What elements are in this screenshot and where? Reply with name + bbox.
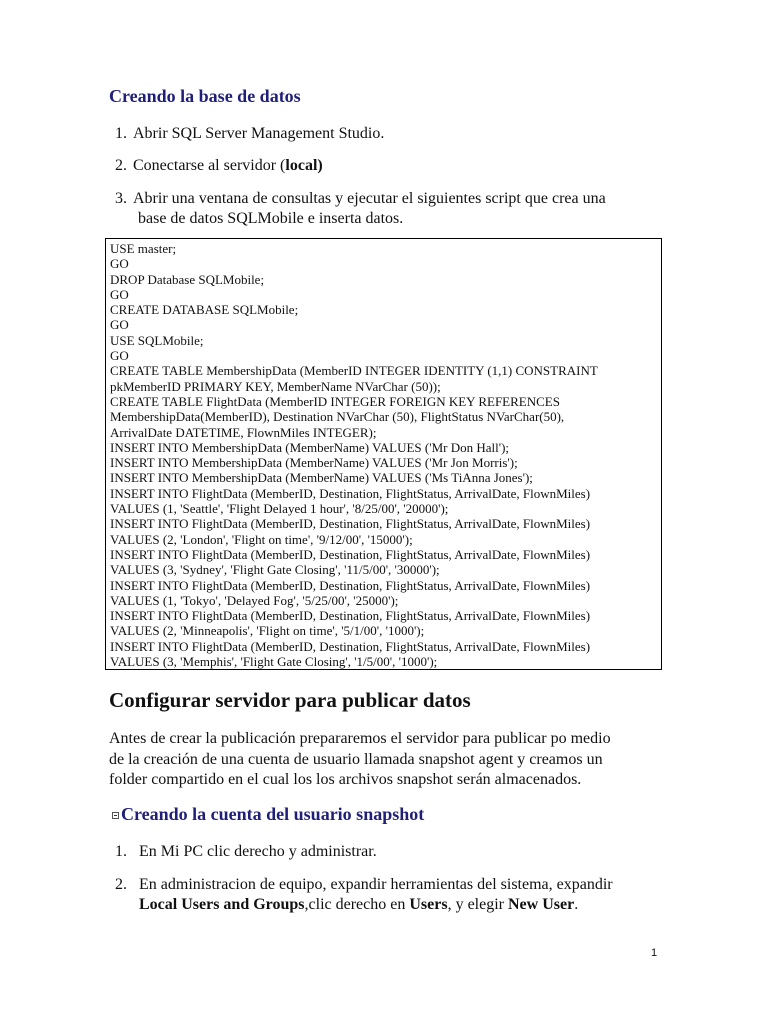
step-text-line1: Abrir una ventana de consultas y ejecutar el siguientes script que crea una — [133, 190, 606, 207]
step-3 — [115, 189, 606, 229]
paragraph-line: de la creación de una cuenta de usuario llamada snapshot agent y creamos un — [109, 750, 603, 768]
code-line: VALUES (1, 'Seattle', 'Flight Delayed 1 hour', '8/25/00', '20000'); — [110, 501, 449, 517]
code-line: GO — [110, 317, 129, 333]
code-line: GO — [110, 286, 129, 302]
step-bold-text: local) — [285, 157, 323, 174]
snapshot-step-1 — [115, 842, 377, 862]
section-heading-configurar: Configurar servidor para publicar datos — [109, 688, 471, 712]
intro-paragraph — [109, 729, 669, 791]
code-line: DROP Database SQLMobile; — [110, 271, 265, 287]
step-text: Abrir SQL Server Management Studio. — [133, 125, 385, 142]
code-line: VALUES (3, 'Sydney', 'Flight Gate Closing', '11/5/00', '30000'); — [110, 562, 440, 578]
code-line: GO — [110, 256, 129, 272]
code-line: pkMemberID PRIMARY KEY, MemberName NVarChar (50)); — [110, 378, 441, 394]
code-line: INSERT INTO MembershipData (MemberName) VALUES ('Ms TiAnna Jones'); — [110, 470, 533, 486]
snapshot-step-2 — [115, 875, 613, 915]
step-number: 2. — [115, 876, 127, 893]
step-text-part: , y elegir — [447, 896, 508, 913]
step-text: Conectarse al servidor ( — [133, 157, 286, 174]
code-line: ArrivalDate DATETIME, FlownMiles INTEGER); — [110, 424, 377, 440]
code-line: CREATE DATABASE SQLMobile; — [110, 302, 299, 318]
code-line: INSERT INTO FlightData (MemberID, Destination, FlightStatus, ArrivalDate, FlownMiles) — [110, 638, 591, 654]
section-heading-cuenta-snapshot — [112, 804, 424, 825]
bold-new-user: New User — [507, 896, 575, 913]
step-1 — [115, 124, 384, 144]
step-number: 1. — [115, 843, 127, 860]
code-line: MembershipData(MemberID), Destination NVarChar (50), FlightStatus NVarChar(50), — [110, 409, 565, 425]
sql-script-box — [105, 238, 662, 670]
code-line: CREATE TABLE FlightData (MemberID INTEGER FOREIGN KEY REFERENCES — [110, 393, 560, 409]
paragraph-line: folder compartido en el cual los los archivos snapshot serán almacenados. — [109, 771, 582, 788]
code-line: INSERT INTO FlightData (MemberID, Destination, FlightStatus, ArrivalDate, FlownMiles) — [110, 546, 591, 562]
paragraph-line: Antes de crear la publicación prepararemos el servidor para publicar po medio — [109, 730, 611, 747]
page-number: 1 — [651, 947, 658, 959]
section-heading-text: Creando la cuenta del usuario snapshot — [121, 804, 425, 824]
code-line: USE SQLMobile; — [110, 332, 204, 348]
step-text-line2 — [115, 895, 613, 915]
step-number: 3. — [115, 190, 127, 207]
code-line: VALUES (2, 'Minneapolis', 'Flight on time', '5/1/00', '1000'); — [110, 623, 425, 639]
bold-users: Users — [409, 896, 448, 913]
code-line: VALUES (3, 'Memphis', 'Flight Gate Closing', '1/5/00', '1000'); — [110, 654, 438, 670]
code-line: INSERT INTO FlightData (MemberID, Destination, FlightStatus, ArrivalDate, FlownMiles) — [110, 485, 591, 501]
section-heading-creando-base: Creando la base de datos — [109, 86, 301, 106]
code-line: INSERT INTO FlightData (MemberID, Destination, FlightStatus, ArrivalDate, FlownMiles) — [110, 577, 591, 593]
code-line: INSERT INTO FlightData (MemberID, Destination, FlightStatus, ArrivalDate, FlownMiles) — [110, 516, 591, 532]
step-text-part: . — [574, 896, 579, 913]
step-text-part: ,clic derecho en — [304, 896, 410, 913]
code-line: USE master; — [110, 241, 177, 256]
step-number: 2. — [115, 157, 127, 174]
collapse-icon[interactable] — [112, 812, 119, 819]
code-line: VALUES (2, 'London', 'Flight on time', '9/12/00', '15000'); — [110, 531, 413, 547]
step-2 — [115, 156, 323, 176]
code-line: INSERT INTO FlightData (MemberID, Destination, FlightStatus, ArrivalDate, FlownMiles) — [110, 608, 591, 624]
step-text-line2: base de datos SQLMobile e inserta datos. — [138, 210, 404, 227]
code-line: INSERT INTO MembershipData (MemberName) VALUES ('Mr Jon Morris'); — [110, 455, 518, 471]
code-line: INSERT INTO MembershipData (MemberName) VALUES ('Mr Don Hall'); — [110, 439, 510, 455]
step-text-line1: En administracion de equipo, expandir herramientas del sistema, expandir — [139, 876, 613, 893]
bold-local-users: Local Users and Groups — [139, 896, 305, 913]
step-text: En Mi PC clic derecho y administrar. — [139, 843, 377, 860]
code-line: GO — [110, 348, 129, 364]
code-line: CREATE TABLE MembershipData (MemberID INTEGER IDENTITY (1,1) CONSTRAINT — [110, 363, 598, 379]
code-line: VALUES (1, 'Tokyo', 'Delayed Fog', '5/25/00', '25000'); — [110, 592, 399, 608]
step-number: 1. — [115, 125, 127, 142]
